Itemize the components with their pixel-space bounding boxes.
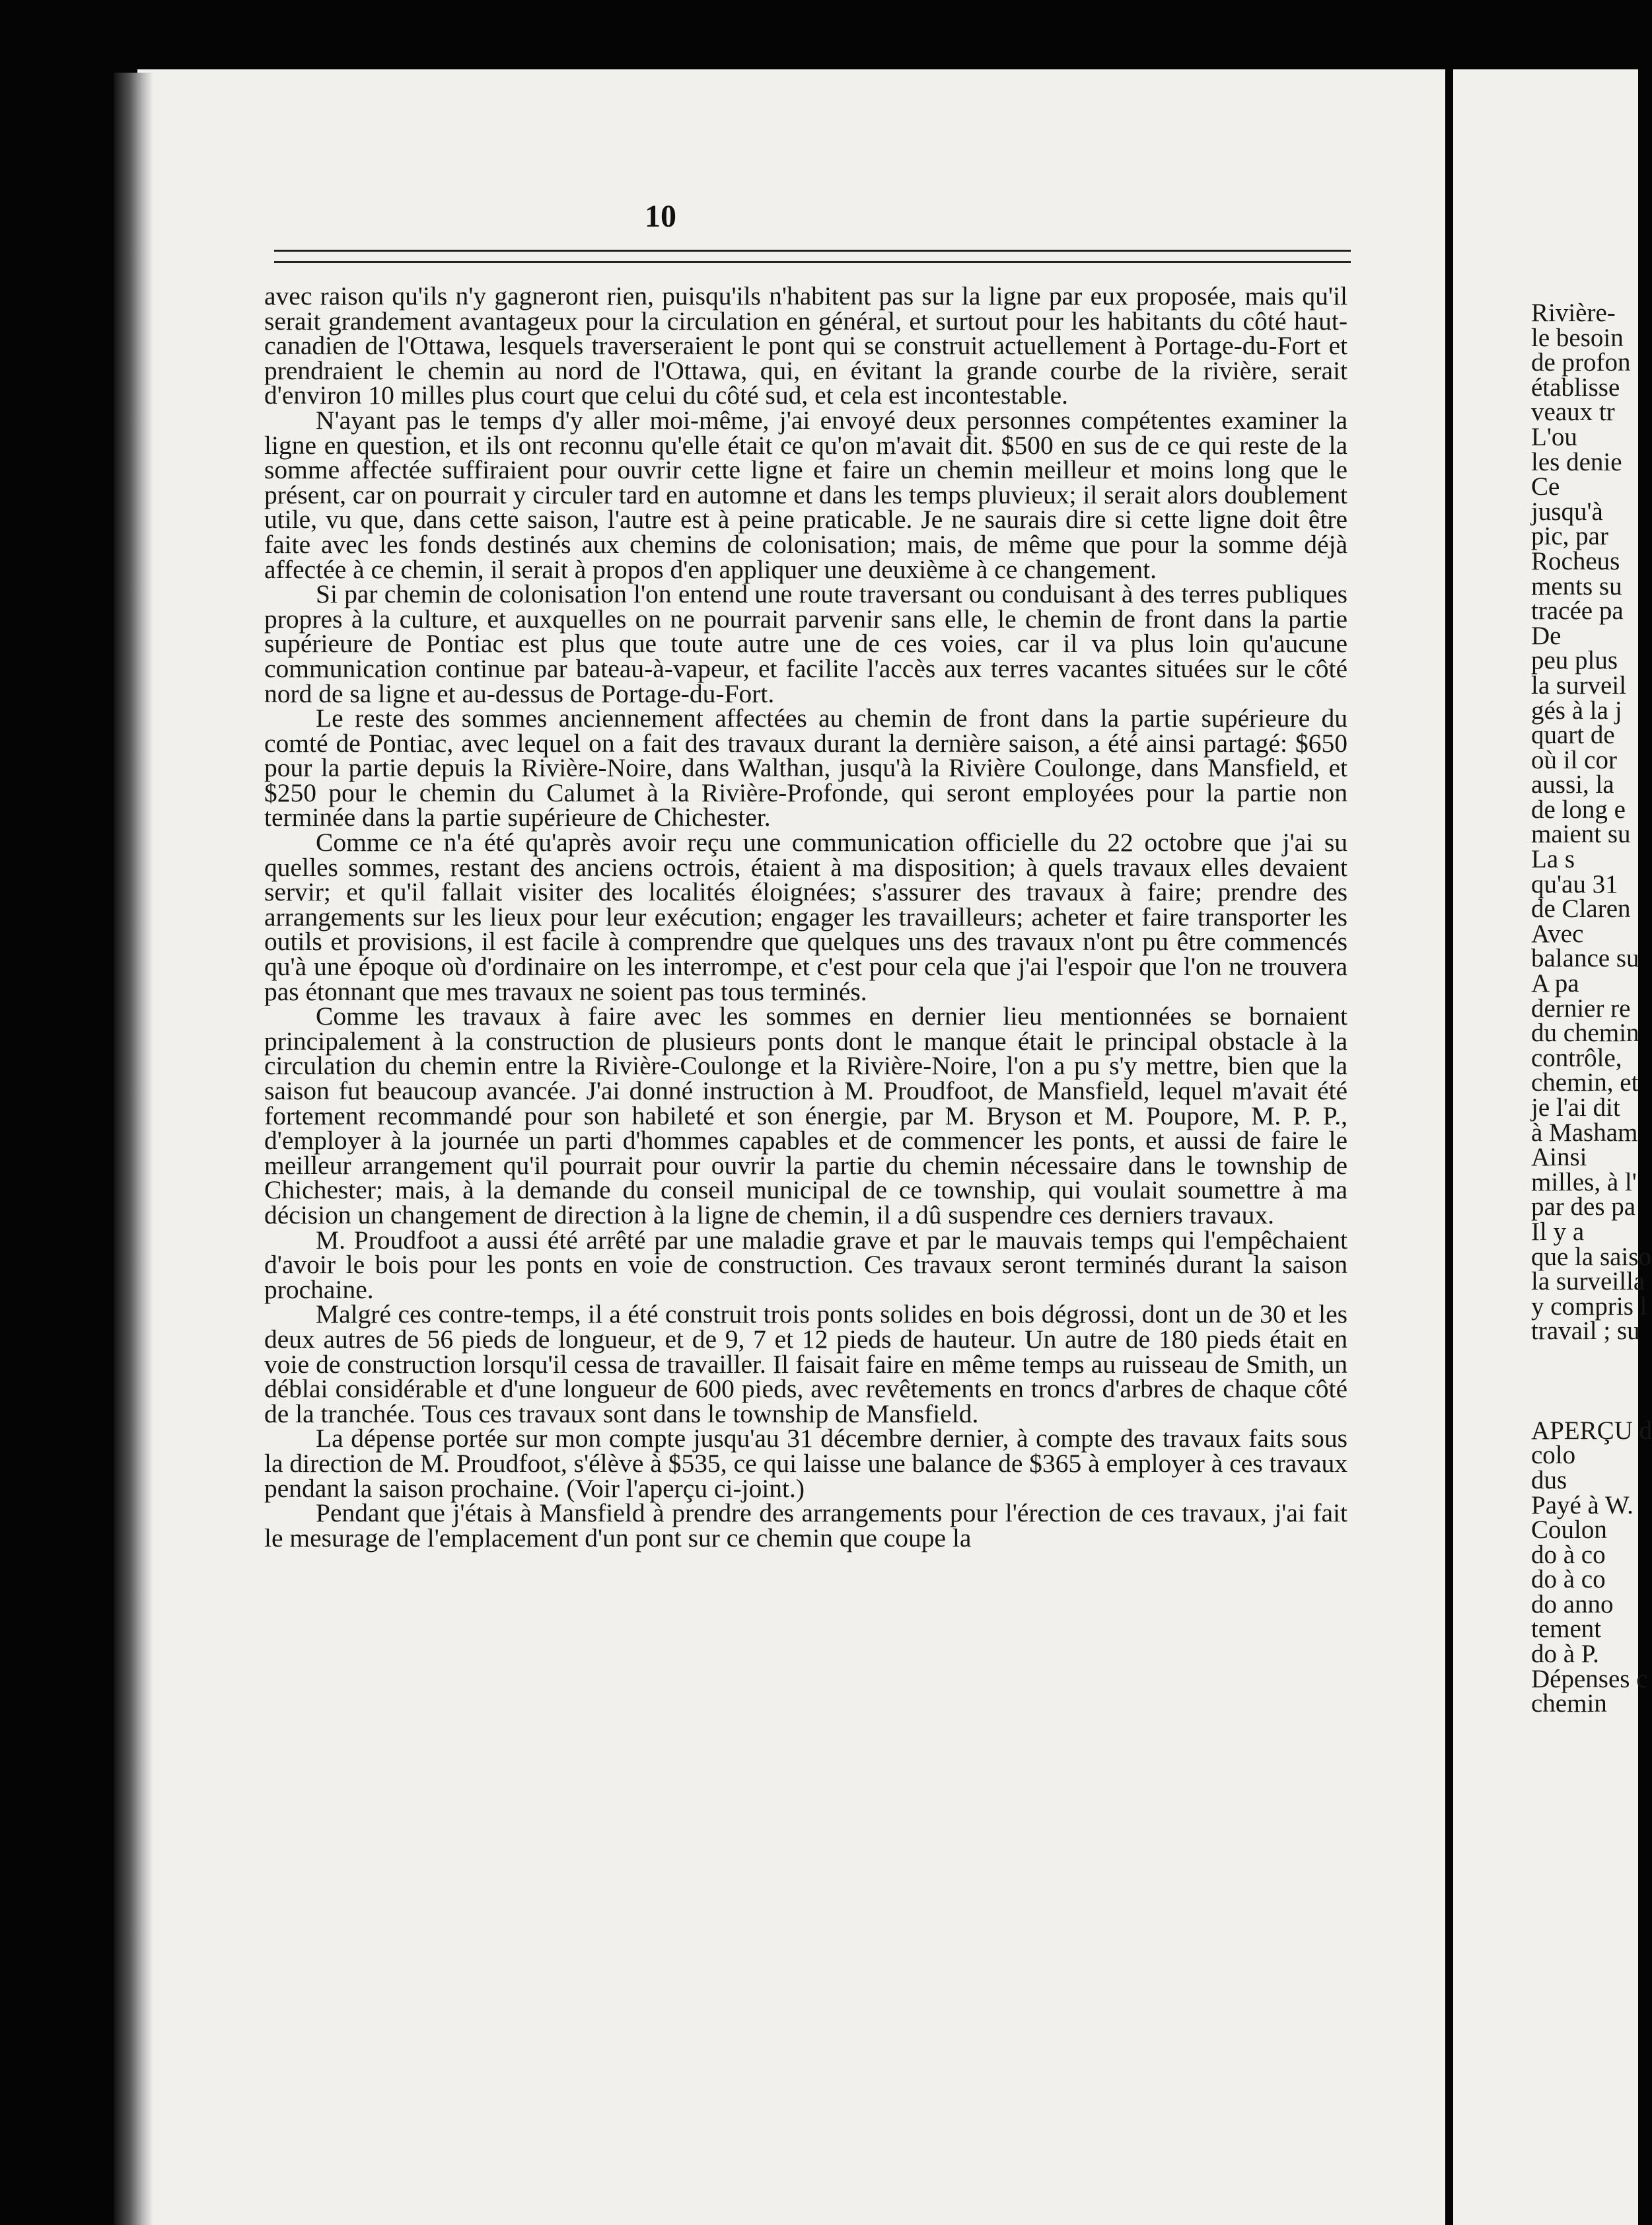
- facing-page-line: je l'ai dit: [1531, 1093, 1620, 1122]
- facing-page-line: Avec: [1531, 919, 1584, 948]
- facing-page-line: balance su: [1531, 944, 1639, 973]
- facing-page-line: [1531, 1344, 1638, 1369]
- facing-page-line: colo: [1531, 1441, 1576, 1470]
- facing-page-line: do anno: [1531, 1589, 1614, 1619]
- facing-page-line: peu plus: [1531, 646, 1618, 675]
- facing-page-line: maient su: [1531, 820, 1631, 849]
- paragraph: Malgré ces contre-temps, il a été construit trois ponts solides en bois dégrossi, dont un de 30 et les deux autres de 56 pieds de longueur, et de 9, 7 et 12 pieds de hauteur. Un autre de 180 pieds était en voie de construction lorsqu'il cessa de travailler. Il faisait faire en même temps au ruisseau de Smith, un déblai considérable et d'une longueur de 600 pieds, avec revêtements en troncs d'arbres de chaque côté de la tranchée. Tous ces travaux sont dans le township de Mansfield.: [264, 1299, 1347, 1428]
- facing-page-line: établisse: [1531, 373, 1620, 402]
- facing-page-line: la surveilla: [1531, 1267, 1645, 1296]
- facing-page-line: De: [1531, 621, 1562, 650]
- paragraph: Comme ce n'a été qu'après avoir reçu une communication officielle du 22 octobre que j'ai su quelles sommes, restant des anciens octrois, étaient à ma disposition; à quels travaux elles devaient servir; et qu'il fallait visiter des localités éloignées; s'assurer des travaux à faire; prendre des arrangements sur les lieux pour leur exécution; engager les travailleurs; acheter et faire transporter les outils et provisions, il est facile à comprendre que quelques uns des travaux n'ont pu être commencés qu'à une époque où d'ordinaire on les interrompe, et c'est pour cela que j'ai l'espoir que l'on ne trouvera pas étonnant que mes travaux ne soient pas tous terminés.: [264, 828, 1347, 1006]
- paragraph: M. Proudfoot a aussi été arrêté par une maladie grave et par le mauvais temps qui l'empêchaient d'avoir le bois pour les ponts en voie de construction. Ces travaux seront terminés durant la saison prochaine.: [264, 1225, 1347, 1304]
- facing-page-line: du chemin: [1531, 1019, 1639, 1048]
- facing-page-line: y compris l: [1531, 1292, 1647, 1321]
- facing-page-line: do à P.: [1531, 1640, 1599, 1669]
- facing-page-line: dernier re: [1531, 994, 1631, 1023]
- header-rule: [274, 250, 1351, 263]
- facing-page-line: contrôle,: [1531, 1043, 1622, 1072]
- facing-page-line: où il cor: [1531, 745, 1617, 774]
- facing-page-line: chemin, et: [1531, 1068, 1639, 1097]
- facing-page-line: Payé à W.: [1531, 1490, 1634, 1519]
- page-number: 10: [645, 199, 676, 234]
- paragraph: Comme les travaux à faire avec les sommes en dernier lieu mentionnées se bornaient principalement à la construction de plusieurs ponts dont le manque était le principal obstacle à la circulation du chemin entre la Rivière-Coulonge et la Rivière-Noire, l'on a pu s'y mettre, bien que la saison fut beaucoup avancée. J'ai donné instruction à M. Proudfoot, de Mansfield, lequel m'avait été fortement recommandé pour son habileté et son énergie, par M. Bryson et M. Poupore, M. P. P., d'employer à la journée un parti d'hommes capables et de commencer les ponts, et aussi de faire le meilleur arrangement qu'il pourrait pour ouvrir la partie du chemin nécessaire dans le township de Chichester; mais, à la demande du conseil municipal de ce township, qui voulait soumettre à ma décision un changement de direction à la ligne de chemin, il a dû suspendre ces derniers travaux.: [264, 1002, 1347, 1229]
- facing-page-line: qu'au 31: [1531, 869, 1618, 898]
- paragraph: Pendant que j'étais à Mansfield à prendre des arrangements pour l'érection de ces travaux, j'ai fait le mesurage de l'emplacement d'un pont sur ce chemin que coupe la: [264, 1498, 1347, 1552]
- facing-page-line: APERÇU d: [1531, 1416, 1652, 1445]
- facing-page-line: do à co: [1531, 1565, 1606, 1594]
- facing-page-line: chemin: [1531, 1689, 1607, 1718]
- facing-page-line: A pa: [1531, 969, 1579, 998]
- binding-edge: [114, 73, 153, 2225]
- facing-page-line: Rocheus: [1531, 546, 1620, 575]
- facing-page-line: [1531, 1369, 1638, 1394]
- facing-page-line: Coulon: [1531, 1515, 1607, 1545]
- paragraph: N'ayant pas le temps d'y aller moi-même, j'ai envoyé deux personnes compétentes examiner la ligne en question, et ils ont reconnu qu'elle était ce qu'on m'avait dit. $500 en sus de ce qui reste de la somme affectée suffiraient pour ouvrir cette ligne et faire un chemin meilleur et moins long que le présent, car on pourrait y circuler tard en automne et dans les temps pluvieux; il serait alors doublement utile, vu que, dans cette saison, l'autre est à peine praticable. Je ne saurais dire si cette ligne doit être faite avec les fonds destinés aux chemins de colonisation; mais, de même que pour la somme déjà affectée à ce chemin, il serait à propos d'en appliquer une deuxième à ce changement.: [264, 405, 1347, 584]
- facing-page-line: Il y a: [1531, 1217, 1585, 1246]
- facing-page-line: veaux tr: [1531, 398, 1615, 427]
- facing-page-line: Ainsi: [1531, 1143, 1587, 1172]
- facing-page-line: tement: [1531, 1615, 1602, 1644]
- facing-page-line: do à co: [1531, 1540, 1606, 1569]
- facing-page-line: gés à la j: [1531, 696, 1622, 725]
- facing-page-line: de profon: [1531, 348, 1631, 377]
- facing-page-line: La s: [1531, 845, 1575, 874]
- facing-page-line: jusqu'à: [1531, 497, 1603, 526]
- facing-page-line: les denie: [1531, 447, 1622, 476]
- page-body: [264, 281, 1347, 1552]
- facing-page-line: milles, à l': [1531, 1167, 1637, 1196]
- facing-page-line: dus: [1531, 1465, 1567, 1494]
- facing-page-line: quart de: [1531, 721, 1615, 750]
- facing-page-line: que la saiso: [1531, 1242, 1651, 1271]
- paragraph: La dépense portée sur mon compte jusqu'au 31 décembre dernier, à compte des travaux faits sous la direction de M. Proudfoot, s'élève à $535, ce qui laisse une balance de $365 à employer à ces travaux pendant la saison prochaine. (Voir l'aperçu ci-joint.): [264, 1424, 1347, 1503]
- facing-page-line: Dépenses c: [1531, 1664, 1648, 1693]
- paragraph: avec raison qu'ils n'y gagneront rien, puisqu'ils n'habitent pas sur la ligne par eux proposée, mais qu'il serait grandement avantageux pour la circulation en général, et surtout pour les habitants du côté haut-canadien de l'Ottawa, lesquels traverseraient le pont qui se construit actuellement à Portage-du-Fort et prendraient le chemin au nord de l'Ottawa, qui, en évitant la grande courbe de la rivière, serait d'environ 10 milles plus court que celui du côté sud, et cela est incontestable.: [264, 281, 1347, 410]
- facing-page-text: [1531, 299, 1652, 1718]
- facing-page-line: le besoin: [1531, 323, 1624, 352]
- facing-page-line: la surveil: [1531, 671, 1627, 700]
- facing-page-line: à Masham: [1531, 1118, 1638, 1147]
- facing-page-line: de Claren: [1531, 894, 1631, 924]
- facing-page-line: par des pa: [1531, 1192, 1636, 1222]
- paragraph: Si par chemin de colonisation l'on entend une route traversant ou conduisant à des terres publiques propres à la culture, et auxquelles on ne pourrait parvenir sans elle, le chemin de front dans la partie supérieure de Pontiac est plus que toute autre une de ces voies, car il va plus loin qu'aucune communication continue par bateau-à-vapeur, et facilite l'accès aux terres vacantes situées sur le côté nord de sa ligne et au-dessus de Portage-du-Fort.: [264, 579, 1347, 708]
- facing-page-line: [1531, 1393, 1638, 1418]
- facing-page-line: Rivière-: [1531, 299, 1616, 327]
- facing-page-line: pic, par: [1531, 522, 1608, 551]
- facing-page-line: travail ; su: [1531, 1317, 1640, 1346]
- facing-page-line: Ce: [1531, 472, 1560, 501]
- facing-page-line: tracée pa: [1531, 597, 1624, 626]
- facing-page-line: L'ou: [1531, 422, 1577, 451]
- facing-page-line: ments su: [1531, 571, 1622, 601]
- facing-page-line: de long e: [1531, 795, 1626, 824]
- paragraph: Le reste des sommes anciennement affectées au chemin de front dans la partie supérieure du comté de Pontiac, avec lequel on a fait des travaux durant la dernière saison, a été ainsi partagé: $650 pour la partie depuis la Rivière-Noire, dans Walthan, jusqu'à la Rivière Coulonge, dans Mansfield, et $250 pour le chemin du Calumet à la Rivière-Profonde, qui seront employées pour la partie non terminée dans la partie supérieure de Chichester.: [264, 704, 1347, 832]
- facing-page-line: aussi, la: [1531, 770, 1614, 799]
